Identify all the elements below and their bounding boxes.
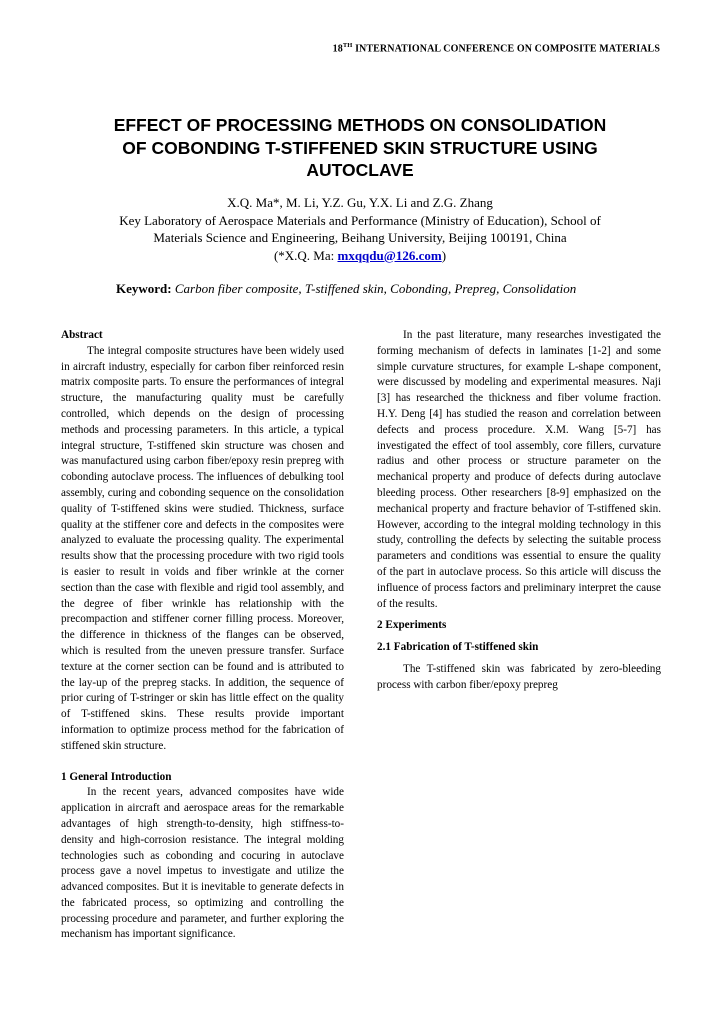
intro-heading: 1 General Introduction xyxy=(61,770,172,783)
email-link[interactable]: mxqqdu@126.com xyxy=(337,247,442,263)
header-superscript: TH xyxy=(342,42,353,49)
header-number: 18 xyxy=(332,43,343,55)
author-block xyxy=(40,194,680,264)
contact-suffix: ) xyxy=(441,247,447,263)
abstract-text: The integral composite structures have been widely used in aircraft industry, especially for carbon fiber reinforced resin matrix composite parts. To ensure the performances of integral structure, the manufacturing quality must be carefully controlled, which depends on the design of processing methods and processing parameters. In this article, a typical integral structure, T-stiffened skin structure was chosen and was manufactured using carbon fiber/epoxy resin prepreg with cobonding autoclave process. The influences of debulking tool assembly, curing and cobonding sequence on the consolidation quality of T-stiffened skins were studied. Thickness, surface quality at the stiffener core and defects in the composites were analyzed to evaluate the processing quality. The experimental results show that the processing procedure with two rigid tools is easier to result in voids and fiber wrinkle at the corner section than the case with flexible and rigid tool assembly, and the degree of fiber wrinkle has relationship with the precompaction and stiffener corner filling process. Moreover, the difference in thickness of the flanges can be observed, which is resulted from the uneven pressure transfer. Surface texture at the corner section can be found and is attributed to the lay-up of the prepreg stacks. In addition, the sequence of prior curing of T-stringer or skin has little effect on the quality of T-stiffened skins. These results provide important information to optimize process method for the fabrication of stiffened skin structure. xyxy=(61,344,344,752)
keyword-line xyxy=(116,281,716,297)
running-header xyxy=(0,42,720,54)
title-line-3: AUTOCLAVE xyxy=(306,160,414,180)
fabrication-subheading: 2.1 Fabrication of T-stiffened skin xyxy=(377,641,539,654)
intro-paragraph-2: In the past literature, many researches investigated the forming mechanism of defects in laminates [1-2] and some simple curvature structures, for example L-shape component, were discussed by modeling and experimental measures. Naji [3] has researched the thickness and fiber volume fraction. H.Y. Deng [4] has studied the reason and correlation between defects and process procedure. X.M. Wang [5-7] has investigated the effect of tool assembly, core fillers, curvature radius and other process or structure parameter on the mechanical property and produce of defects during autoclave bleeding process. Other researchers [8-9] emphasized on the mechanical property and fracture behavior of T-stiffened skin. However, according to the integral molding technology in this study, controlling the defects by selecting the suitable process parameters and conditions was essential to ensure the quality of the part in autoclave process. So this article will discuss the influence of process factors and preliminary interpret the cause of the results. xyxy=(377,329,661,610)
title-line-1: EFFECT OF PROCESSING METHODS ON CONSOLIDATION xyxy=(113,115,607,135)
right-column xyxy=(377,328,661,694)
author-names: X.Q. Ma*, M. Li, Y.Z. Gu, Y.X. Li and Z.G. Zhang xyxy=(227,195,493,210)
contact-prefix: (*X.Q. Ma: xyxy=(273,247,338,263)
fabrication-paragraph: The T-stiffened skin was fabricated by zero-bleeding process with carbon fiber/epoxy prepreg xyxy=(377,662,661,691)
contact-line xyxy=(40,247,680,265)
paper-title xyxy=(60,114,660,182)
left-column xyxy=(61,328,344,943)
title-line-2: OF COBONDING T-STIFFENED SKIN STRUCTURE USING xyxy=(122,137,598,158)
keyword-label: Keyword: xyxy=(116,281,172,296)
intro-paragraph-1: In the recent years, advanced composites have wide application in aircraft and aerospace areas for the remarkable advantages of high strength-to-density, high stiffness-to-density and high-corrosion resistance. The integral molding technologies such as cobonding and cocuring in autoclave process gave a novel impetus to investigate and utilize the advanced composites. But it is inevitable to generate defects in the fabricated process, so optimizing and controlling the processing procedure and parameter, and further exploring the mechanism has important significance. xyxy=(61,786,344,941)
keyword-value: Carbon fiber composite, T-stiffened skin, Cobonding, Prepreg, Consolidation xyxy=(174,281,577,296)
affiliation-line-1: Key Laboratory of Aerospace Materials and Performance (Ministry of Education), School of xyxy=(119,212,601,228)
section-gap xyxy=(61,755,344,770)
experiments-heading: 2 Experiments xyxy=(377,619,447,632)
header-text: INTERNATIONAL CONFERENCE ON COMPOSITE MATERIALS xyxy=(352,43,660,55)
affiliation-line-2: Materials Science and Engineering, Beihang University, Beijing 100191, China xyxy=(153,230,567,245)
abstract-heading: Abstract xyxy=(61,329,103,341)
